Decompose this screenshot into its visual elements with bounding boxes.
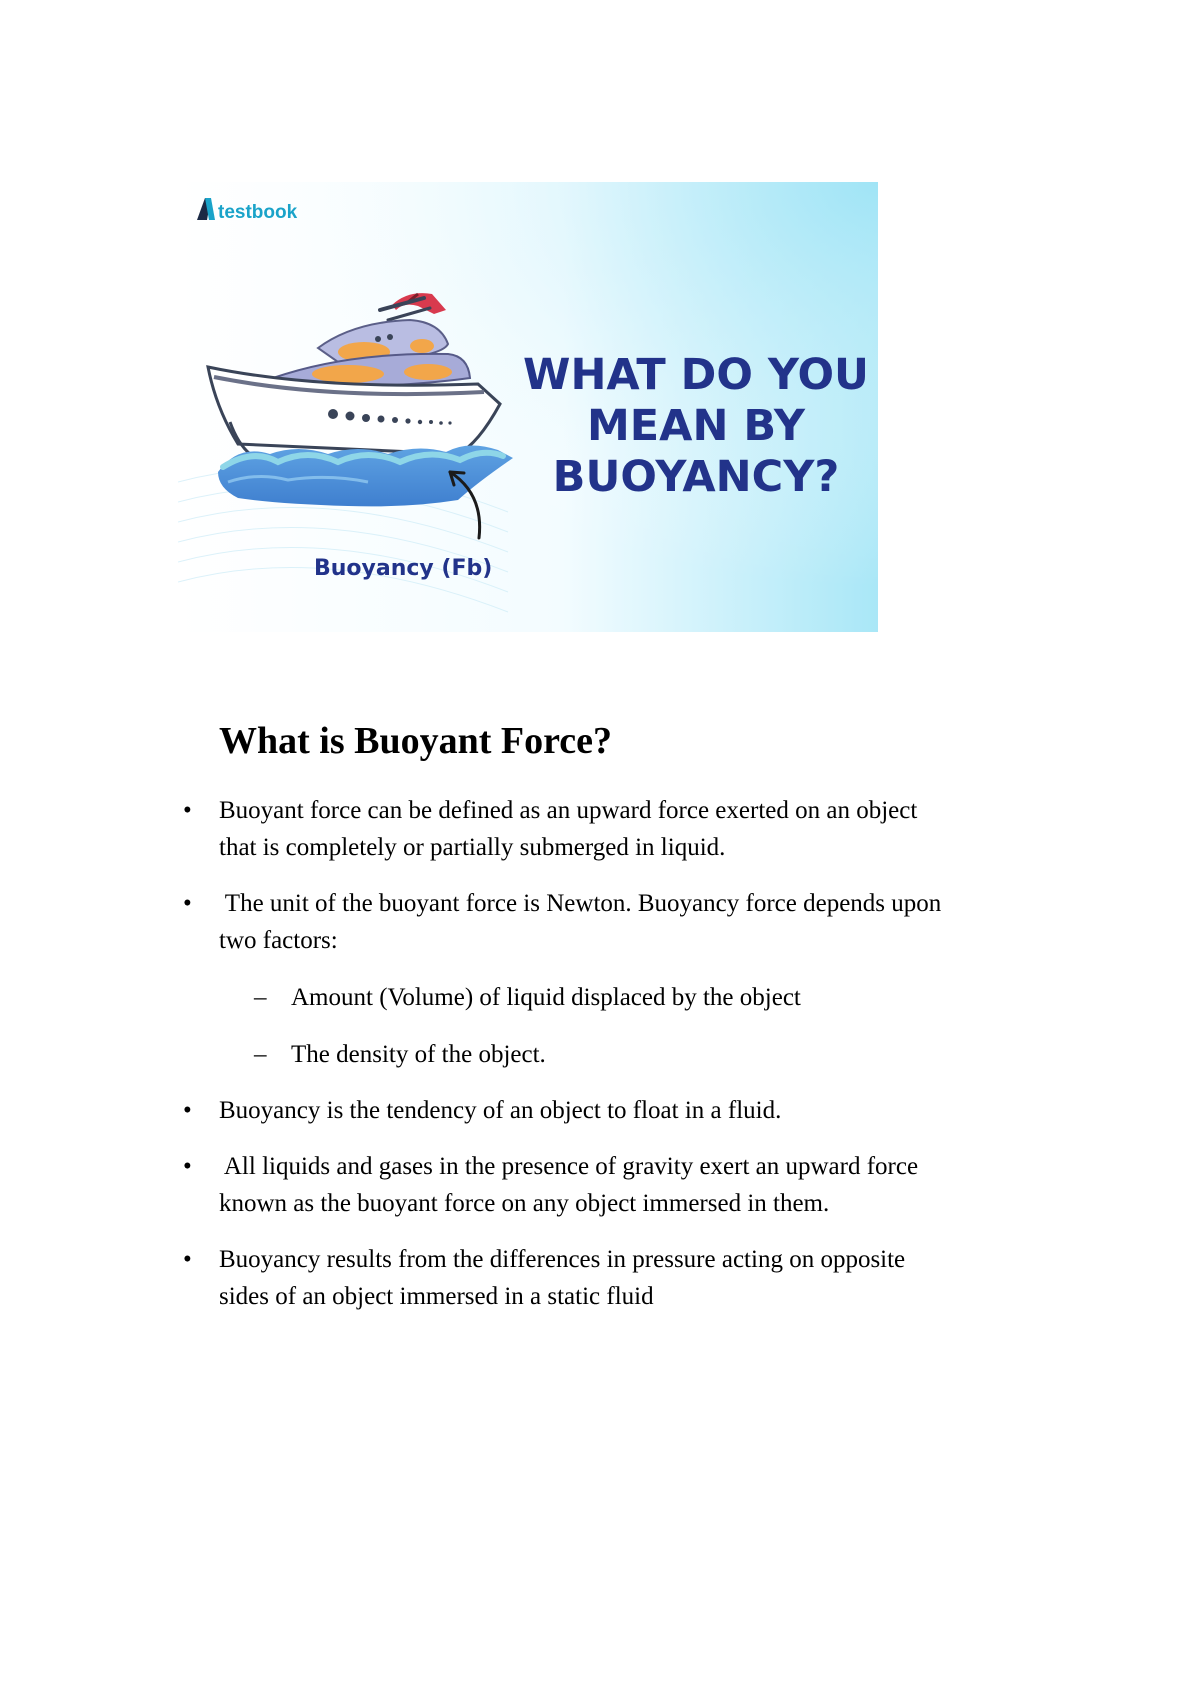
bullet-marker: • xyxy=(183,1153,192,1180)
bullet-text-line: sides of an object immersed in a static fluid xyxy=(219,1283,654,1310)
bullet-marker: • xyxy=(183,797,192,824)
bullet-list xyxy=(180,792,1060,1334)
page-title: What is Buoyant Force? xyxy=(219,720,613,762)
bullet-text-line: known as the buoyant force on any object immersed in them. xyxy=(219,1190,830,1217)
headline-line-2: MEAN BY xyxy=(587,401,805,451)
bullet-text-line: Buoyancy is the tendency of an object to float in a fluid. xyxy=(219,1097,782,1124)
headline-line-3: BUOYANCY? xyxy=(552,452,840,502)
bullet-marker: • xyxy=(183,1097,192,1124)
buoyancy-arrow-label: Buoyancy (Fb) xyxy=(314,556,493,581)
bullet-text-line: Buoyant force can be defined as an upward force exerted on an object xyxy=(219,797,918,824)
sub-item xyxy=(219,979,1060,1016)
bullet-marker: • xyxy=(183,890,192,917)
sub-item-text: Amount (Volume) of liquid displaced by the object xyxy=(291,984,801,1011)
bullet-text-line: All liquids and gases in the presence of gravity exert an upward force xyxy=(219,1153,919,1180)
bullet-text-line: that is completely or partially submerged in liquid. xyxy=(219,834,726,861)
sub-list xyxy=(219,979,1060,1073)
brand-name: testbook xyxy=(218,202,298,223)
bullet-item xyxy=(180,1241,1060,1315)
bullet-text-line: two factors: xyxy=(219,927,338,954)
bullet-item xyxy=(180,1148,1060,1222)
bullet-item xyxy=(180,792,1060,866)
sub-item xyxy=(219,1036,1060,1073)
dash-marker: – xyxy=(254,984,267,1011)
dash-marker: – xyxy=(254,1041,267,1068)
sub-item-text: The density of the object. xyxy=(291,1041,546,1068)
bullet-text-line: The unit of the buoyant force is Newton. Buoyancy force depends upon xyxy=(219,890,942,917)
bullet-text-line: Buoyancy results from the differences in pressure acting on opposite xyxy=(219,1246,906,1273)
bullet-item xyxy=(180,1092,1060,1129)
bullet-item xyxy=(180,885,1060,1073)
bullet-marker: • xyxy=(183,1246,192,1273)
buoyancy-banner-image xyxy=(178,182,878,632)
headline-line-1: WHAT DO YOU xyxy=(523,350,869,400)
